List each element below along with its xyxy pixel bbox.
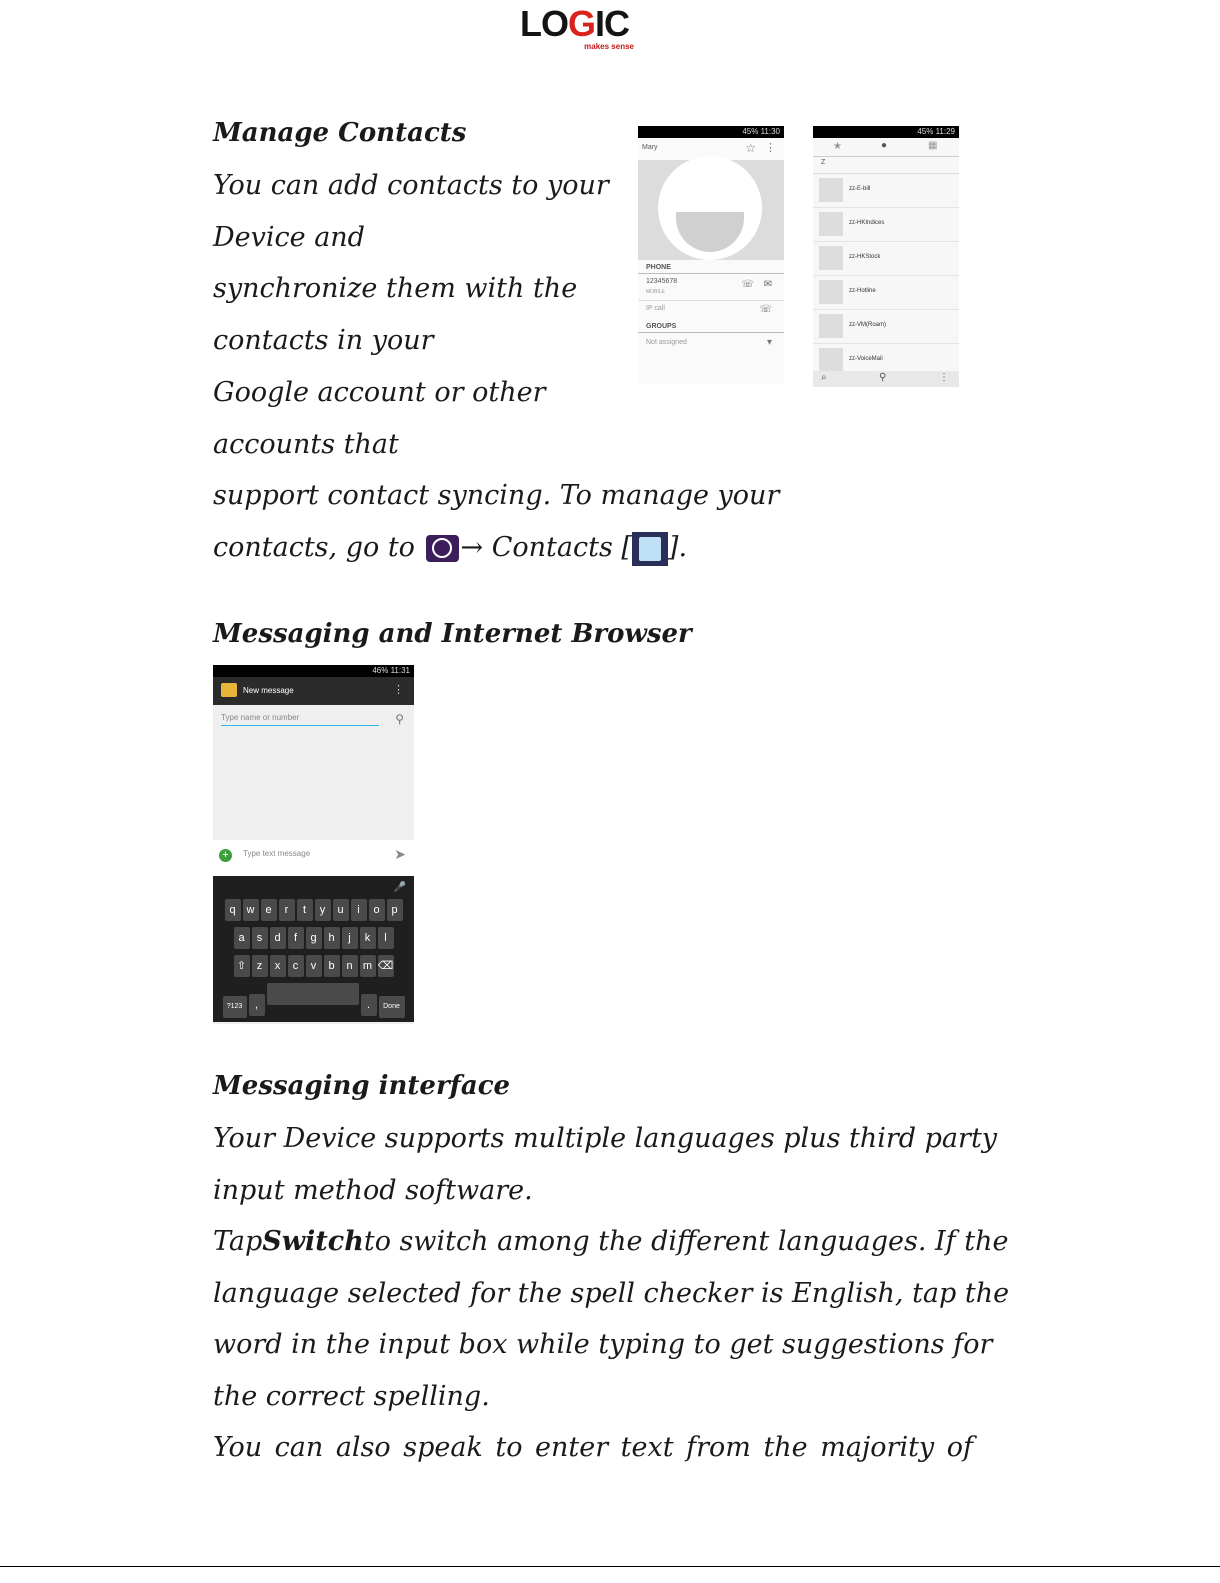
groups-tab-icon[interactable]: ▦: [928, 140, 938, 151]
recipient-row: [213, 705, 414, 735]
key[interactable]: y: [315, 899, 331, 921]
body-line: language selected for the spell checker is English, tap the: [213, 1278, 1010, 1309]
shift-key[interactable]: ⇧: [234, 955, 250, 977]
body-line: Google account or other: [213, 377, 546, 408]
list-item[interactable]: [813, 208, 959, 242]
list-item[interactable]: [813, 276, 959, 310]
body-line: Your Device supports multiple languages plus third party: [213, 1123, 998, 1154]
contacts-app-icon: [632, 532, 668, 566]
key[interactable]: f: [288, 927, 304, 949]
tap-text-rest: to switch among the different languages. If the: [363, 1226, 1009, 1257]
contact-list-screenshot: [813, 126, 959, 387]
key[interactable]: v: [306, 955, 322, 977]
key[interactable]: s: [252, 927, 268, 949]
message-icon[interactable]: ✉: [763, 279, 772, 290]
recipient-input[interactable]: Type name or number: [221, 713, 379, 726]
logo-text-a: LO: [520, 3, 568, 44]
logo-text-c: IC: [595, 3, 630, 44]
body-line: Device and: [213, 222, 365, 253]
period-key[interactable]: .: [361, 994, 377, 1016]
attach-icon[interactable]: +: [219, 849, 232, 862]
call-icon[interactable]: ☏: [741, 279, 754, 290]
overflow-menu-icon[interactable]: ⋮: [393, 684, 404, 696]
microphone-icon[interactable]: 🎤: [393, 882, 406, 893]
contact-photo: [638, 160, 784, 260]
ip-call-row[interactable]: [638, 301, 784, 321]
message-action-bar: [213, 677, 414, 705]
key[interactable]: j: [342, 927, 358, 949]
key[interactable]: w: [243, 899, 259, 921]
page-bottom-rule: [0, 1566, 1220, 1567]
body-line: accounts that: [213, 429, 399, 460]
done-key[interactable]: Done: [379, 996, 405, 1018]
conversation-area: [213, 735, 414, 840]
contacts-path-line: [213, 530, 687, 566]
key[interactable]: o: [369, 899, 385, 921]
status-bar: 45% 11:30: [638, 126, 784, 138]
key[interactable]: x: [270, 955, 286, 977]
contact-name: zz-Hotline: [849, 288, 876, 294]
apps-launcher-icon: [426, 535, 459, 562]
key[interactable]: b: [324, 955, 340, 977]
status-bar: 45% 11:29: [813, 126, 959, 138]
phone-type: MOBILE: [646, 289, 665, 295]
list-item[interactable]: [813, 174, 959, 208]
send-icon[interactable]: ➤: [394, 846, 406, 862]
key[interactable]: q: [225, 899, 241, 921]
groups-row[interactable]: [638, 333, 784, 353]
key[interactable]: z: [252, 955, 268, 977]
list-item[interactable]: [813, 242, 959, 276]
contact-name: zz-E-bill: [849, 186, 871, 192]
body-line: synchronize them with the: [213, 273, 578, 304]
space-key[interactable]: [267, 983, 359, 1005]
body-line: You can also speak to enter text from the majority of: [213, 1432, 973, 1463]
body-line: You can add contacts to your: [213, 170, 609, 201]
key[interactable]: g: [306, 927, 322, 949]
switch-term: Switch: [262, 1226, 364, 1257]
keyboard-row-3: [215, 952, 412, 980]
brand-logo: [520, 4, 636, 54]
path-text-c: ].: [667, 532, 688, 563]
messaging-app-icon: [221, 683, 237, 697]
status-bar: 46% 11:31: [213, 665, 414, 677]
key[interactable]: u: [333, 899, 349, 921]
search-icon[interactable]: ⌕: [821, 372, 827, 383]
key[interactable]: n: [342, 955, 358, 977]
overflow-menu-icon: ⋮: [765, 142, 776, 154]
comma-key[interactable]: ,: [249, 994, 265, 1016]
contact-tabs: [813, 138, 959, 157]
new-message-screenshot: [213, 665, 414, 1024]
add-contact-icon[interactable]: ⚲: [395, 712, 404, 726]
tap-switch-line: [213, 1224, 1009, 1260]
key[interactable]: t: [297, 899, 313, 921]
contact-name: zz-VM(Roam): [849, 322, 886, 328]
contact-name: zz-HKIndices: [849, 220, 885, 226]
star-icon: ☆: [745, 141, 756, 155]
contact-detail-screenshot: [638, 126, 784, 384]
key[interactable]: l: [378, 927, 394, 949]
add-contact-icon[interactable]: ⚲: [879, 372, 887, 383]
index-letter: Z: [813, 157, 959, 174]
messaging-interface-heading: Messaging interface: [213, 1071, 511, 1101]
list-item[interactable]: [813, 310, 959, 344]
key[interactable]: k: [360, 927, 376, 949]
key[interactable]: r: [279, 899, 295, 921]
body-line: word in the input box while typing to get suggestions for: [213, 1329, 993, 1360]
key[interactable]: e: [261, 899, 277, 921]
text-message-input[interactable]: Type text message: [243, 849, 311, 858]
body-line: input method software.: [213, 1175, 533, 1206]
keyboard-row-2: [215, 924, 412, 952]
keyboard-row-1: [215, 896, 412, 924]
contact-name: zz-HKStock: [849, 254, 881, 260]
overflow-menu-icon[interactable]: ⋮: [939, 372, 949, 383]
body-line: support contact syncing. To manage your: [213, 480, 780, 511]
key[interactable]: a: [234, 927, 250, 949]
dropdown-icon[interactable]: ▾: [766, 337, 772, 348]
tap-text: Tap: [213, 1226, 263, 1257]
contact-name: Mary: [642, 144, 658, 151]
new-message-title: New message: [243, 686, 294, 695]
logo-text-b: G: [568, 3, 596, 44]
path-text-b: Contacts [: [483, 532, 632, 563]
phone-row[interactable]: [638, 274, 784, 301]
ip-call-label: IP call: [646, 305, 665, 312]
key[interactable]: d: [270, 927, 286, 949]
groups-section-label: GROUPS: [638, 321, 784, 333]
contacts-tab-icon[interactable]: ●: [881, 140, 888, 151]
symbols-key[interactable]: ?123: [223, 996, 247, 1018]
favorites-tab-icon[interactable]: ★: [833, 141, 842, 152]
body-line: the correct spelling.: [213, 1381, 490, 1412]
key[interactable]: p: [387, 899, 403, 921]
phone-number: 12345678: [646, 278, 678, 285]
key[interactable]: h: [324, 927, 340, 949]
key[interactable]: c: [288, 955, 304, 977]
key[interactable]: m: [360, 955, 376, 977]
phone-section-label: PHONE: [638, 260, 784, 274]
bottom-actions: [813, 371, 959, 387]
contact-name: zz-VoiceMail: [849, 356, 883, 362]
path-text-a: contacts, go to: [213, 532, 424, 563]
phone-icon: ☏: [759, 304, 772, 315]
messaging-browser-heading: Messaging and Internet Browser: [213, 619, 692, 649]
logo-tagline: makes sense: [584, 42, 634, 51]
backspace-key[interactable]: ⌫: [378, 955, 394, 977]
key[interactable]: i: [351, 899, 367, 921]
compose-row: [213, 840, 414, 876]
groups-value: Not assigned: [646, 339, 687, 346]
arrow-icon: →: [460, 532, 484, 563]
keyboard: [213, 876, 414, 1022]
body-line: contacts in your: [213, 325, 434, 356]
manage-contacts-heading: Manage Contacts: [213, 118, 467, 148]
keyboard-row-4: [215, 980, 412, 1021]
